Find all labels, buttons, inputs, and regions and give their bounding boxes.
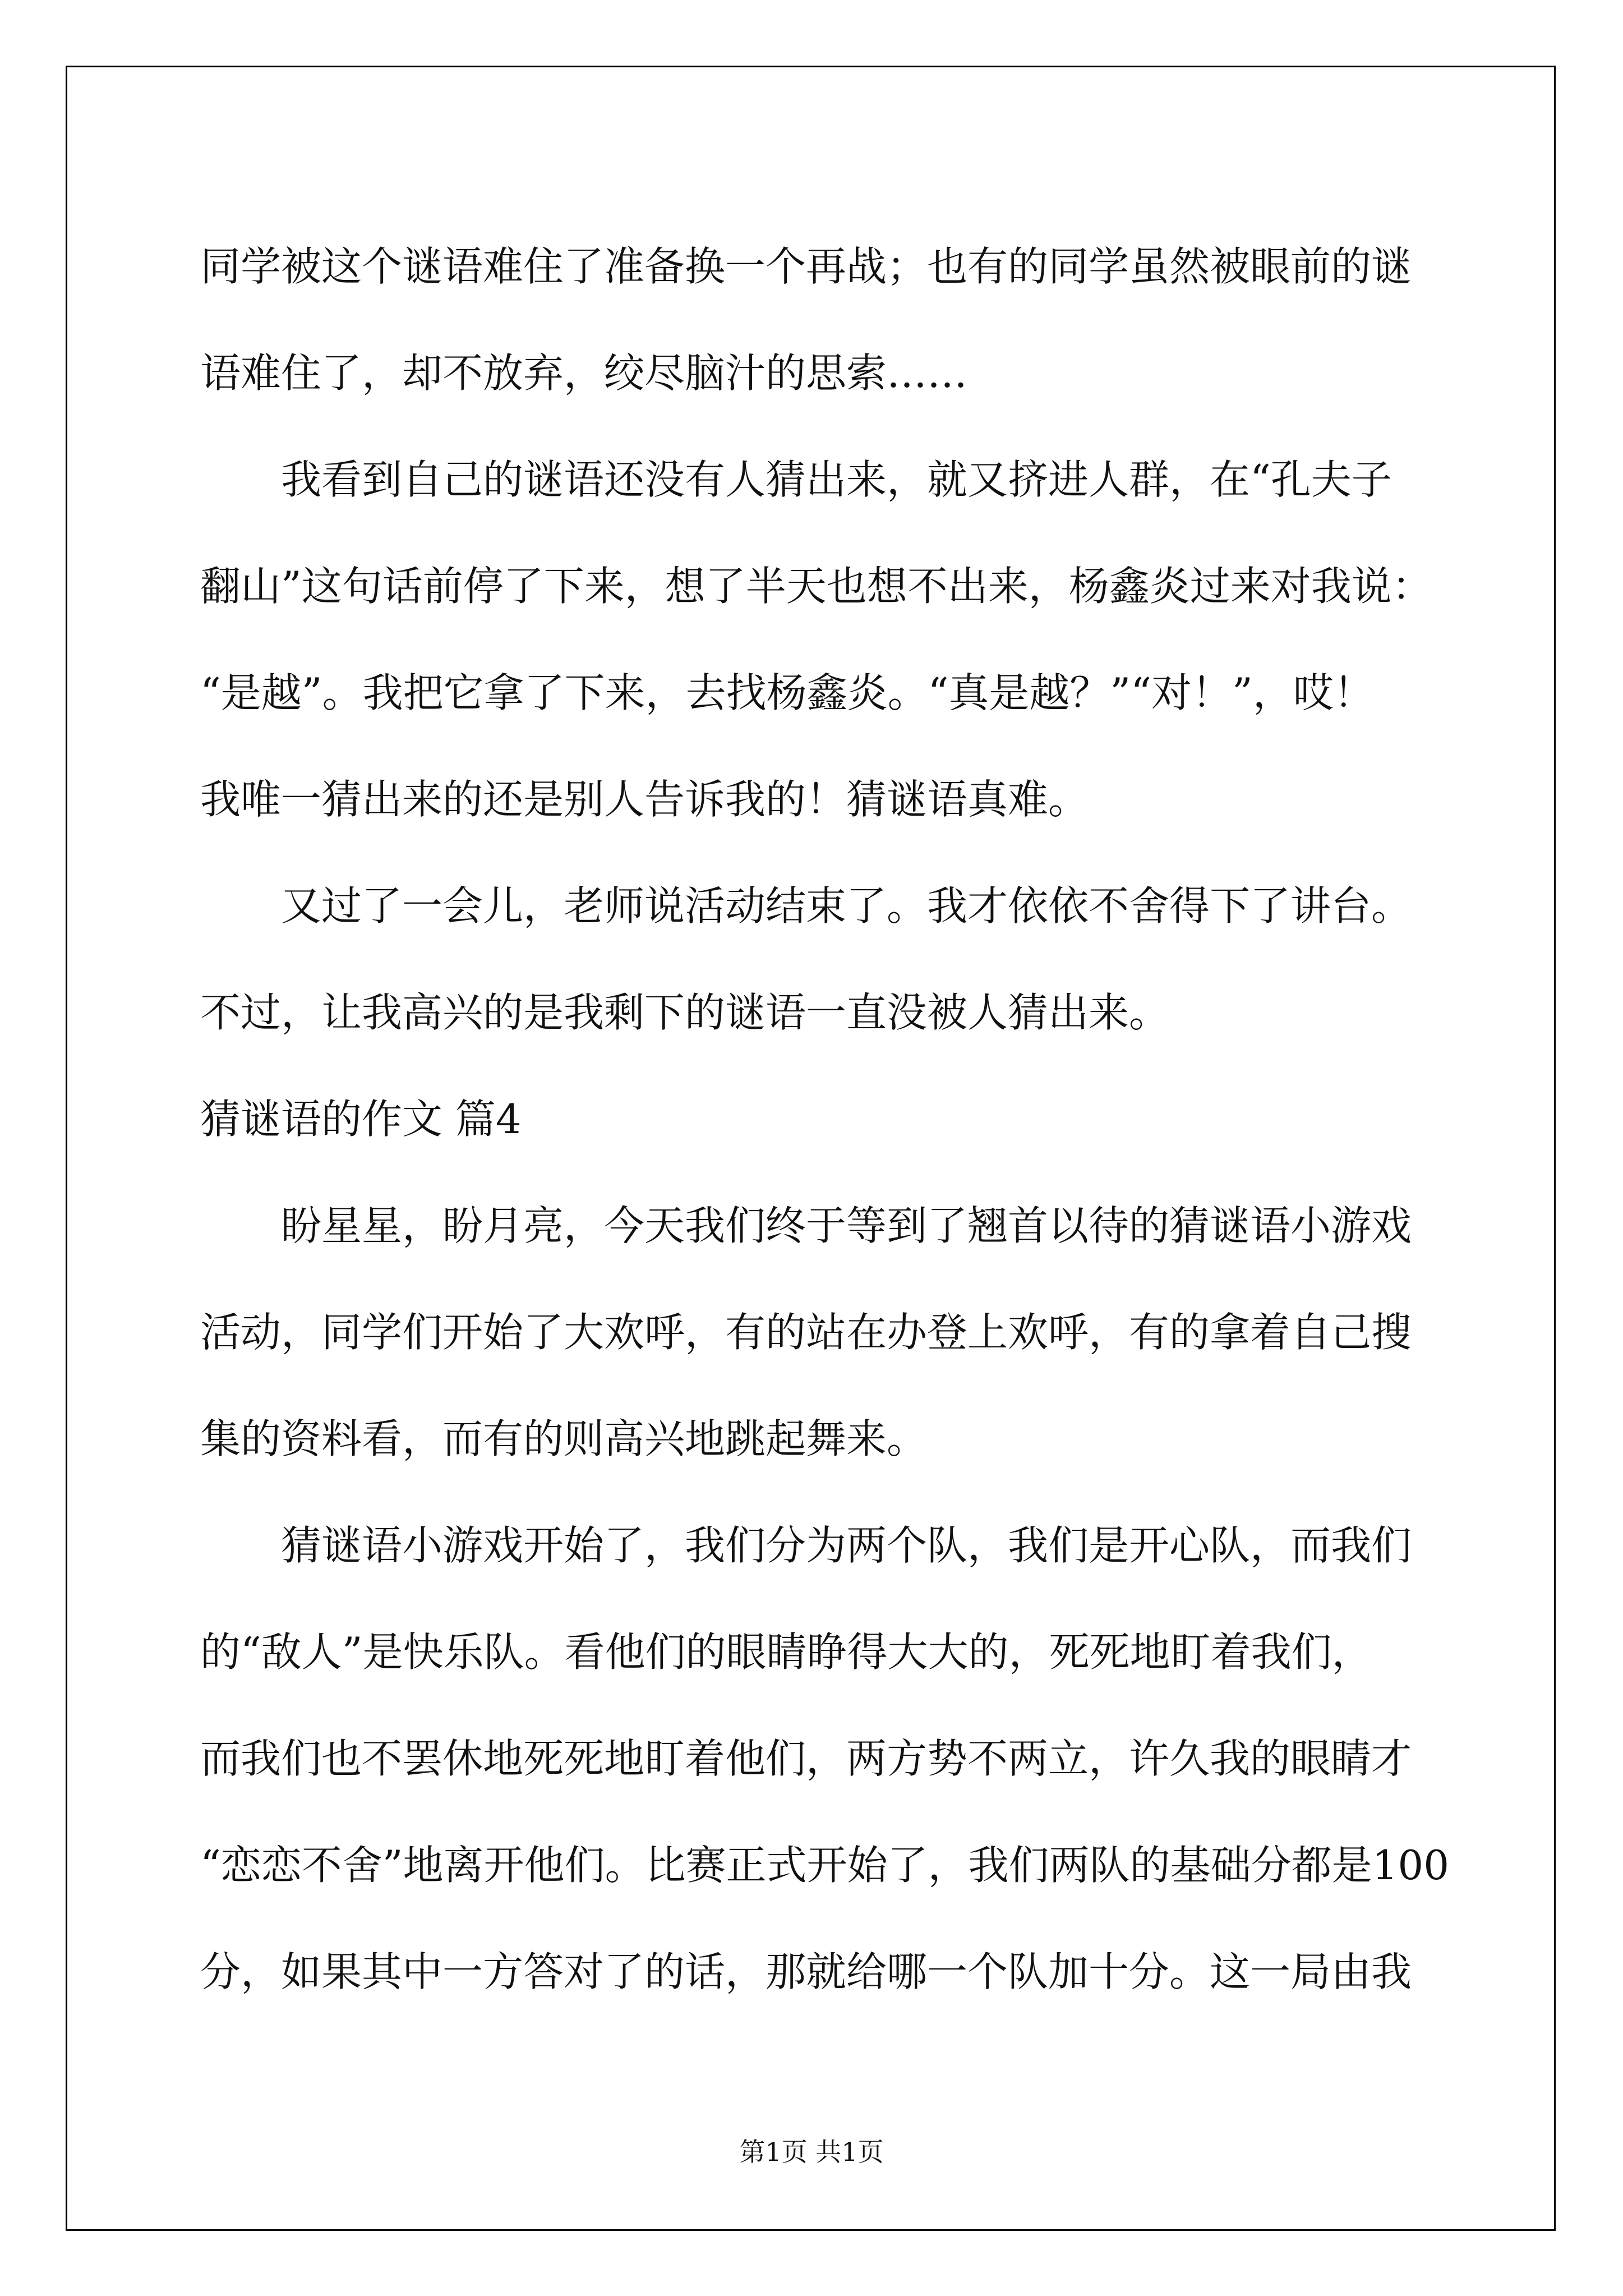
text-line-11: 活动，同学们开始了大欢呼，有的站在办登上欢呼，有的拿着自己搜 xyxy=(200,1309,1412,1356)
text-line-14: 的“敌人”是快乐队。看他们的眼睛睁得大大的，死死地盯着我们， xyxy=(200,1628,1372,1676)
text-line-4: 翻山”这句话前停了下来，想了半天也想不出来，杨鑫炎过来对我说： xyxy=(200,563,1432,610)
text-line-8: 不过，让我高兴的是我剩下的谜语一直没被人猜出来。 xyxy=(200,989,1170,1036)
text-line-13: 猜谜语小游戏开始了，我们分为两个队，我们是开心队，而我们 xyxy=(281,1522,1412,1569)
text-line-2: 语难住了，却不放弃，绞尽脑汁的思索…… xyxy=(200,349,968,397)
section-heading: 猜谜语的作文 篇4 xyxy=(200,1096,522,1143)
page-footer: 第1页 共1页 xyxy=(739,2137,884,2167)
text-line-16: “恋恋不舍”地离开他们。比赛正式开始了，我们两队的基础分都是100 xyxy=(200,1842,1450,1889)
text-line-15: 而我们也不罢休地死死地盯着他们，两方势不两立，许久我的眼睛才 xyxy=(200,1735,1412,1782)
text-line-17: 分，如果其中一方答对了的话，那就给哪一个队加十分。这一局由我 xyxy=(200,1948,1412,1995)
text-line-12: 集的资料看，而有的则高兴地跳起舞来。 xyxy=(200,1415,928,1462)
document-body xyxy=(200,213,1450,2025)
text-line-1: 同学被这个谜语难住了准备换一个再战；也有的同学虽然被眼前的谜 xyxy=(200,243,1412,290)
text-line-3: 我看到自己的谜语还没有人猜出来，就又挤进人群，在“孔夫子 xyxy=(281,456,1392,503)
text-line-5: “是越”。我把它拿了下来，去找杨鑫炎。“真是越？”“对！”，哎！ xyxy=(200,669,1374,716)
text-line-6: 我唯一猜出来的还是别人告诉我的！猜谜语真难。 xyxy=(200,776,1089,823)
text-line-10: 盼星星，盼月亮，今天我们终于等到了翘首以待的猜谜语小游戏 xyxy=(281,1202,1412,1249)
text-line-7: 又过了一会儿，老师说活动结束了。我才依依不舍得下了讲台。 xyxy=(281,882,1412,930)
